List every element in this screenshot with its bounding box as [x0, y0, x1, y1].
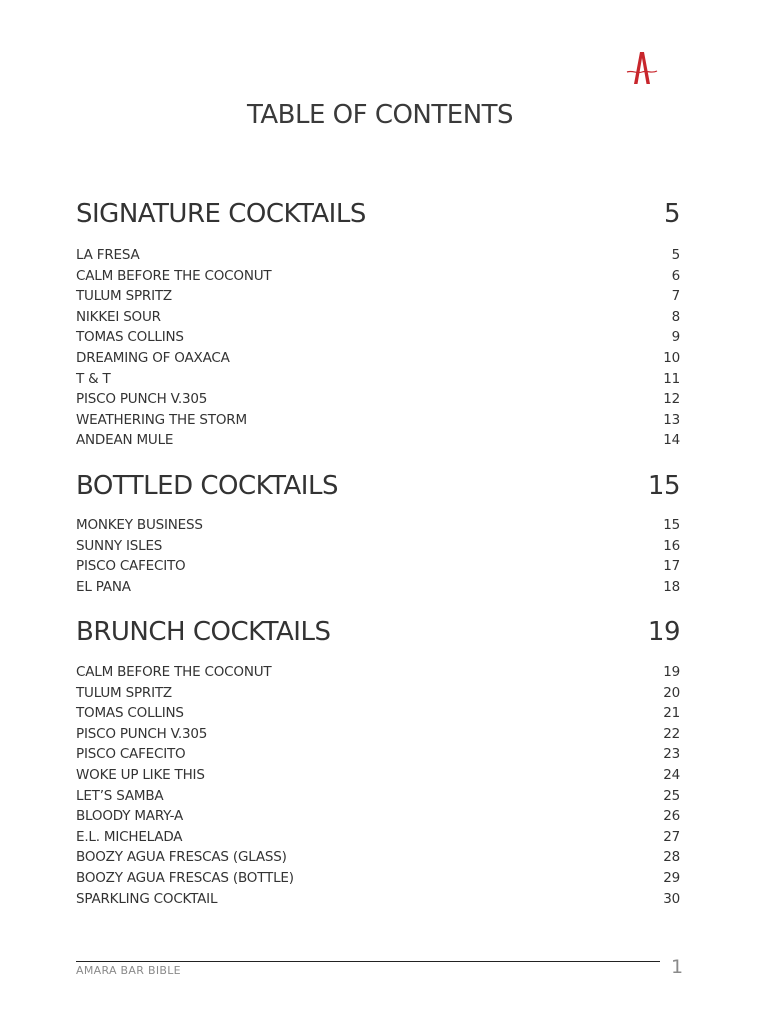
toc-entry[interactable]	[76, 245, 680, 266]
entry-label: LA FRESA	[76, 247, 140, 263]
entry-page-number: 15	[663, 517, 680, 533]
entry-label: PISCO PUNCH V.305	[76, 725, 208, 742]
section-page-number: 5	[663, 199, 680, 229]
toc-entry[interactable]	[76, 348, 680, 369]
entry-page-number: 12	[663, 391, 680, 408]
entry-label: SPARKLING COCKTAIL	[76, 890, 218, 907]
entry-label: TOMAS COLLINS	[76, 329, 184, 346]
entry-label: BOOZY AGUA FRESCAS (GLASS)	[76, 849, 287, 866]
section-entries	[76, 245, 680, 451]
section-title: BRUNCH COCKTAILS	[76, 617, 331, 647]
toc-entry[interactable]	[76, 703, 680, 724]
entry-page-number: 25	[663, 787, 680, 804]
entry-page-number: 6	[671, 267, 680, 284]
entry-page-number: 29	[663, 869, 680, 886]
entry-label: DREAMING OF OAXACA	[76, 349, 230, 366]
toc-entry[interactable]	[76, 410, 680, 431]
entry-page-number: 11	[663, 370, 680, 387]
entry-page-number: 24	[663, 766, 680, 783]
toc-entry[interactable]	[76, 847, 680, 868]
toc-entry[interactable]	[76, 430, 680, 451]
footer-divider	[76, 961, 660, 962]
toc-entry[interactable]	[76, 556, 680, 577]
entry-page-number: 30	[663, 890, 680, 907]
entry-page-number: 26	[663, 808, 680, 825]
entry-page-number: 16	[663, 537, 680, 554]
entry-page-number: 7	[671, 288, 680, 305]
entry-label: LET’S SAMBA	[76, 787, 164, 804]
section-entries	[76, 662, 680, 909]
footer-page-number: 1	[670, 956, 684, 978]
entry-label: ANDEAN MULE	[76, 432, 174, 449]
toc-entry[interactable]	[76, 369, 680, 390]
toc-section-brunch-cocktails[interactable]	[76, 617, 680, 647]
section-page-number: 19	[647, 617, 680, 647]
toc-entry[interactable]	[76, 286, 680, 307]
entry-label: WOKE UP LIKE THIS	[76, 766, 205, 783]
toc-entry[interactable]	[76, 662, 680, 683]
footer-label: AMARA BAR BIBLE	[76, 964, 181, 977]
entry-page-number: 17	[663, 558, 680, 575]
toc-entry[interactable]	[76, 389, 680, 410]
entry-page-number: 9	[671, 329, 680, 346]
entry-label: EL PANA	[76, 578, 131, 595]
toc-entry[interactable]	[76, 683, 680, 704]
entry-page-number: 8	[671, 308, 680, 325]
toc-entry[interactable]	[76, 806, 680, 827]
entry-label: E.L. MICHELADA	[76, 828, 183, 845]
entry-label: TOMAS COLLINS	[76, 705, 184, 722]
section-page-number: 15	[647, 471, 680, 501]
section-title: SIGNATURE COCKTAILS	[76, 199, 366, 229]
toc-entry[interactable]	[76, 889, 680, 910]
entry-label: TULUM SPRITZ	[76, 288, 172, 305]
entry-label: BOOZY AGUA FRESCAS (BOTTLE)	[76, 869, 294, 886]
toc-entry[interactable]	[76, 536, 680, 557]
entry-label: TULUM SPRITZ	[76, 684, 172, 701]
toc-entry[interactable]	[76, 744, 680, 765]
entry-label: MONKEY BUSINESS	[76, 517, 203, 533]
entry-page-number: 10	[663, 349, 680, 366]
entry-label: T & T	[76, 370, 111, 387]
entry-label: CALM BEFORE THE COCONUT	[76, 267, 272, 284]
entry-label: PISCO CAFECITO	[76, 558, 186, 575]
entry-label: SUNNY ISLES	[76, 537, 163, 554]
page-title: TABLE OF CONTENTS	[246, 100, 514, 130]
entry-label: CALM BEFORE THE COCONUT	[76, 664, 272, 680]
entry-page-number: 14	[663, 432, 680, 449]
entry-page-number: 23	[663, 746, 680, 763]
entry-page-number: 13	[663, 411, 680, 428]
toc-entry[interactable]	[76, 266, 680, 287]
entry-page-number: 28	[663, 849, 680, 866]
entry-page-number: 19	[663, 664, 680, 680]
entry-label: NIKKEI SOUR	[76, 308, 161, 325]
toc-entry[interactable]	[76, 827, 680, 848]
entry-label: PISCO CAFECITO	[76, 746, 186, 763]
entry-label: BLOODY MARY-A	[76, 808, 184, 825]
toc-entry[interactable]	[76, 765, 680, 786]
entry-page-number: 18	[663, 578, 680, 595]
entry-page-number: 20	[663, 684, 680, 701]
entry-page-number: 27	[663, 828, 680, 845]
entry-page-number: 22	[663, 725, 680, 742]
toc-entry[interactable]	[76, 307, 680, 328]
toc-entry[interactable]	[76, 724, 680, 745]
toc-entry[interactable]	[76, 868, 680, 889]
amara-logo-icon	[626, 48, 658, 86]
toc-entry[interactable]	[76, 577, 680, 598]
toc-entry[interactable]	[76, 786, 680, 807]
section-title: BOTTLED COCKTAILS	[76, 471, 338, 501]
entry-page-number: 5	[671, 247, 680, 263]
toc-entry[interactable]	[76, 327, 680, 348]
toc-section-bottled-cocktails[interactable]	[76, 471, 680, 501]
toc-section-signature-cocktails[interactable]	[76, 199, 680, 229]
section-entries	[76, 515, 680, 597]
toc-entry[interactable]	[76, 515, 680, 536]
entry-label: PISCO PUNCH V.305	[76, 391, 208, 408]
entry-page-number: 21	[663, 705, 680, 722]
entry-label: WEATHERING THE STORM	[76, 411, 247, 428]
